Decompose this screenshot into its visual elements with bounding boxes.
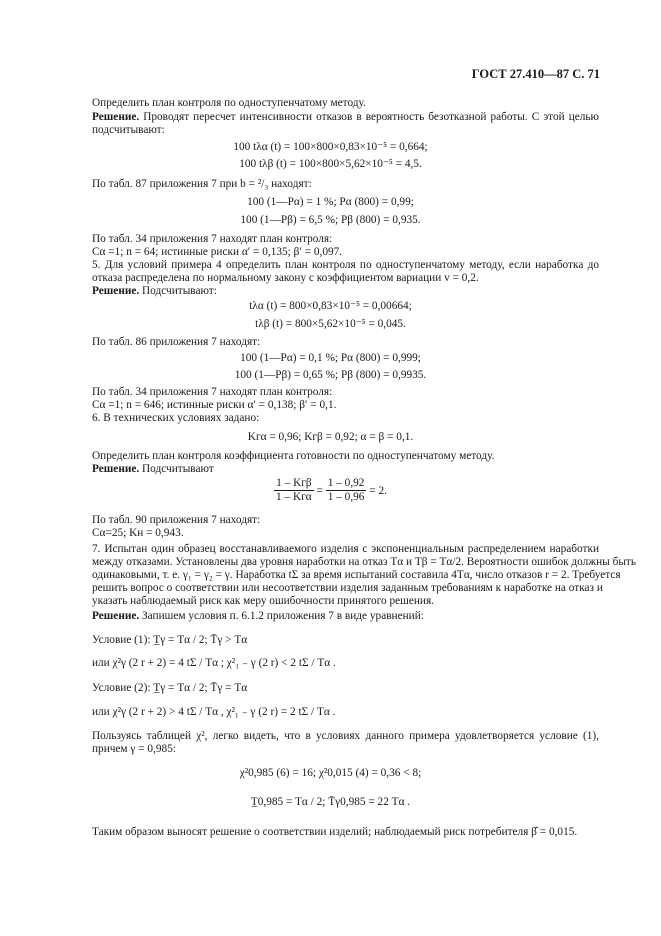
paragraph-line (92, 285, 217, 298)
formula: 100 (1—Pα) = 1 %; Pα (800) = 0,99; (247, 196, 414, 208)
paragraph-line: По табл. 87 приложения 7 при b = ²/₃ находят: (92, 178, 312, 190)
paragraph-line: решить вопрос о соответствии или несоответствии изделия заданным требованиям к наработке на отказ и (92, 582, 603, 594)
fraction-left (274, 477, 314, 504)
paragraph-line: 5. Для условий примера 4 определить план контроля по одноступенчатому методу, если наработка до (92, 259, 599, 271)
paragraph-line: Определить план контроля по одноступенчатому методу. (92, 97, 366, 109)
fraction-right-numerator: 1 – 0,92 (327, 477, 365, 489)
fraction-right (326, 477, 367, 504)
formula: Условие (1): T̲γ = Tα / 2; T̄γ > Tα (92, 634, 248, 646)
page-header: ГОСТ 27.410—87 С. 71 (471, 67, 600, 81)
paragraph-text: Запишем условия п. 6.1.2 приложения 7 в виде уравнений: (139, 610, 424, 622)
formula: 100 (1—Pβ) = 0,65 %; Pβ (800) = 0,9935. (234, 369, 427, 381)
formula: 100 tλβ (t) = 100×800×5,62×10⁻⁵ = 4,5. (239, 158, 422, 170)
paragraph-line: указать наблюдаемый риск как меру ошибочности принятого решения. (92, 595, 434, 607)
formula: T̲0,985 = Tα / 2; T̄γ0,985 = 22 Tα . (250, 796, 411, 808)
paragraph-line: Cα=25; Kн = 0,943. (92, 527, 184, 539)
paragraph-line: 7. Испытан один образец восстанавливаемого изделия с экспоненциальным распределением наработки (92, 543, 599, 555)
formula: 100 (1—Pα) = 0,1 %; Pα (800) = 0,999; (240, 352, 421, 364)
formula: 100 tλα (t) = 100×800×0,83×10⁻⁵ = 0,664; (233, 141, 428, 153)
formula: или χ²γ (2 r + 2) > 4 tΣ / Tα , χ²₁ ₋ γ (2 r) = 2 tΣ / Tα . (92, 706, 336, 718)
fraction-left-numerator: 1 – Kгβ (274, 477, 314, 491)
solution-label: Решение. (92, 285, 140, 297)
paragraph-text: Подсчитывают: (139, 285, 217, 297)
paragraph-line: 6. В технических условиях задано: (92, 412, 260, 424)
formula: χ²0,985 (6) = 16; χ²0,015 (4) = 0,36 < 8; (239, 767, 422, 779)
formula: tλβ (t) = 800×5,62×10⁻⁵ = 0,045. (255, 318, 406, 330)
formula: tλα (t) = 800×0,83×10⁻⁵ = 0,00664; (249, 300, 412, 312)
solution-label: Решение. (92, 463, 140, 475)
paragraph-line (92, 111, 599, 124)
formula: Kгα = 0,96; Kгβ = 0,92; α = β = 0,1. (247, 431, 414, 443)
fraction-right-denominator: 1 – 0,96 (327, 491, 365, 503)
paragraph-line: Определить план контроля коэффициента готовности по одноступенчатому методу. (92, 450, 495, 462)
solution-label: Решение. (92, 111, 140, 123)
fraction-result: = 2. (369, 484, 387, 497)
formula: Условие (2): T̲γ = Tα / 2; T̄γ = Tα (92, 682, 248, 694)
equals-sign: = (316, 484, 323, 497)
paragraph-line: По табл. 86 приложения 7 находят: (92, 336, 261, 348)
paragraph-line (92, 610, 424, 623)
paragraph-line: Cα =1; n = 64; истинные риски α′ = 0,135; β′ = 0,097. (92, 246, 343, 258)
paragraph-line: Cα =1; n = 646; истинные риски α′ = 0,138; β′ = 0,1. (92, 399, 337, 411)
fraction-formula (0, 477, 661, 504)
fraction-left-denominator: 1 – Kгα (276, 491, 312, 503)
paragraph-text: Проводят пересчет интенсивности отказов в вероятность безотказной работы. С этой целью (139, 111, 599, 123)
paragraph-line: подсчитывают: (92, 124, 165, 136)
paragraph-line: Пользуясь таблицей χ², легко видеть, что в условиях данного примера удовлетворяется условие (1), (92, 730, 599, 742)
paragraph-text: Подсчитывают (139, 463, 214, 475)
paragraph-line: одинаковыми, т. е. γ₁ = γ₂ = γ. Наработка tΣ за время испытаний составила 4Tα, число отказов r = 2. Требуется (92, 569, 621, 581)
paragraph-line: отказа распределена по нормальному закону с коэффициентом вариации v = 0,2. (92, 272, 479, 284)
paragraph-line: По табл. 34 приложения 7 находят план контроля: (92, 386, 333, 398)
paragraph-line: причем γ = 0,985: (92, 743, 176, 755)
paragraph-line (92, 463, 214, 476)
formula: 100 (1—Pβ) = 6,5 %; Pβ (800) = 0,935. (240, 214, 421, 226)
paragraph-line: По табл. 34 приложения 7 находят план контроля: (92, 233, 333, 245)
formula: или χ²γ (2 r + 2) = 4 tΣ / Tα ; χ²₁ ₋ γ (2 r) < 2 tΣ / Tα . (92, 657, 336, 669)
paragraph-line: Таким образом выносят решение о соответствии изделий; наблюдаемый риск потребителя β̂ = 0,015. (92, 826, 578, 838)
solution-label: Решение. (92, 610, 140, 622)
paragraph-line: По табл. 90 приложения 7 находят: (92, 514, 261, 526)
paragraph-line: между отказами. Установлены два уровня наработки на отказ Tα и Tβ = Tα/2. Вероятности ошибок должны быть (92, 556, 637, 568)
